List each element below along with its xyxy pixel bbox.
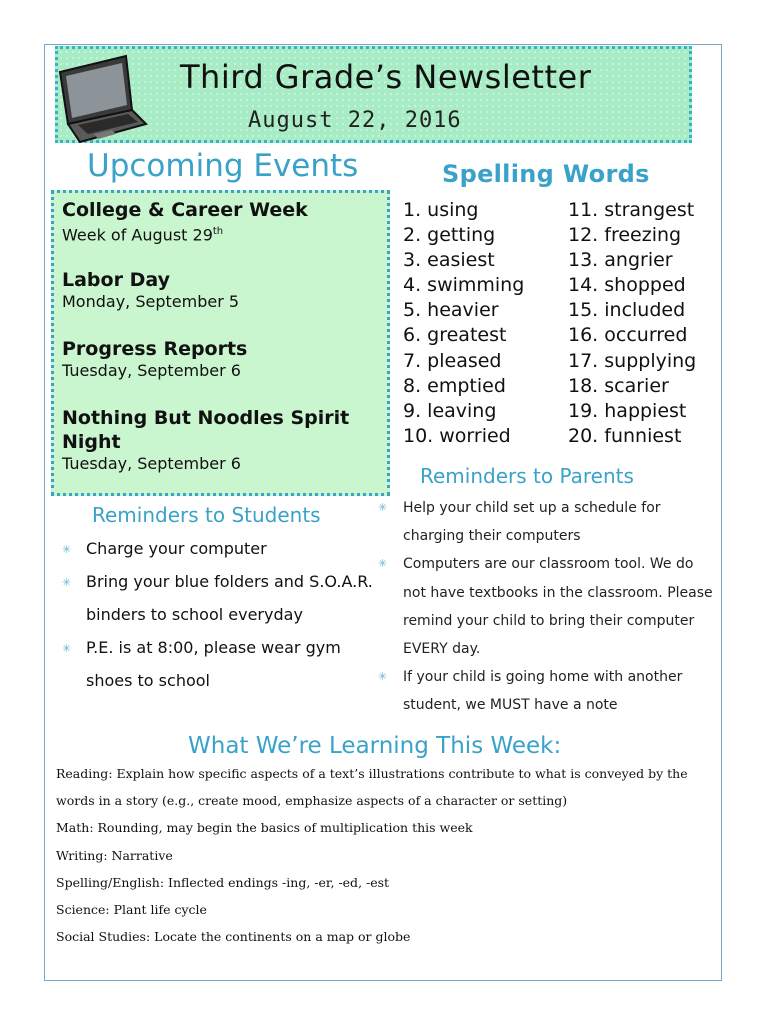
spelling-word: 15. included	[568, 299, 686, 322]
list-item: ✳ P.E. is at 8:00, please wear gym shoes to school	[62, 631, 382, 697]
spelling-word: 9. leaving	[403, 399, 497, 422]
event-item	[62, 198, 308, 245]
learning-item: Writing: Narrative	[56, 847, 173, 863]
newsletter-date: August 22, 2016	[248, 108, 462, 133]
bullet-icon: ✳	[378, 557, 388, 571]
learning-item: Social Studies: Locate the continents on a map or globe	[56, 929, 411, 945]
list-item: ✳ Help your child set up a schedule for charging their computers	[378, 494, 718, 550]
list-item: ✳ Computers are our classroom tool. We do not have textbooks in the classroom. Please remind your child to bring their computer EVERY day.	[378, 550, 718, 663]
event-date: Week of August 29th	[62, 225, 224, 245]
learning-item: Science: Plant life cycle	[56, 902, 207, 918]
newsletter-title: Third Grade’s Newsletter	[180, 58, 592, 96]
spelling-word: 6. greatest	[403, 324, 507, 347]
event-item	[62, 406, 382, 474]
spelling-word: 2. getting	[403, 224, 496, 247]
list-item: ✳ If your child is going home with another student, we MUST have a note	[378, 663, 718, 719]
event-item	[62, 268, 239, 312]
spelling-word: 20. funniest	[568, 424, 682, 447]
learning-heading: What We’re Learning This Week:	[188, 733, 562, 759]
spelling-word: 14. shopped	[568, 274, 686, 297]
event-date: Monday, September 5	[62, 292, 240, 311]
bullet-icon: ✳	[378, 670, 388, 684]
spelling-word: 4. swimming	[403, 274, 525, 297]
spelling-word: 12. freezing	[568, 224, 682, 247]
bullet-icon: ✳	[62, 576, 72, 589]
reminders-parents-list	[378, 494, 718, 720]
spelling-list-left	[403, 198, 524, 449]
reminders-students-list	[62, 532, 382, 697]
reminders-parents-heading: Reminders to Parents	[420, 464, 634, 488]
laptop-icon	[52, 50, 148, 146]
spelling-word: 8. emptied	[403, 374, 506, 397]
event-date: Tuesday, September 6	[62, 454, 241, 473]
spelling-word: 5. heavier	[403, 299, 499, 322]
list-item: ✳ Bring your blue folders and S.O.A.R. binders to school everyday	[62, 565, 382, 631]
spelling-word: 11. strangest	[568, 199, 695, 221]
list-item: ✳ Charge your computer	[62, 532, 382, 565]
event-title: College & Career Week	[62, 199, 308, 221]
reminders-students-heading: Reminders to Students	[92, 503, 321, 527]
spelling-word: 13. angrier	[568, 249, 673, 272]
learning-item: Reading: Explain how specific aspects of a text’s illustrations contribute to what is conveyed by the words in a story (e.g., create mood, emphasize aspects of a character or setting)	[56, 766, 688, 809]
spelling-word: 17. supplying	[568, 349, 697, 372]
learning-list	[56, 760, 718, 950]
spelling-word: 18. scarier	[568, 374, 669, 397]
events-heading: Upcoming Events	[87, 148, 359, 184]
event-title: Progress Reports	[62, 338, 248, 360]
spelling-list-right	[568, 198, 696, 449]
spelling-heading: Spelling Words	[442, 160, 650, 188]
event-item	[62, 337, 247, 381]
spelling-word: 7. pleased	[403, 349, 502, 372]
event-date: Tuesday, September 6	[62, 361, 241, 380]
learning-item: Math: Rounding, may begin the basics of multiplication this week	[56, 820, 473, 836]
event-title: Labor Day	[62, 269, 170, 291]
bullet-icon: ✳	[62, 642, 72, 655]
event-title: Nothing But Noodles Spirit Night	[62, 407, 350, 453]
spelling-word: 16. occurred	[568, 324, 688, 347]
spelling-word: 10. worried	[403, 424, 511, 447]
learning-item: Spelling/English: Inflected endings -ing, -er, -ed, -est	[56, 874, 390, 890]
spelling-word: 19. happiest	[568, 399, 687, 422]
spelling-word: 3. easiest	[403, 249, 495, 272]
spelling-word: 1. using	[403, 199, 479, 221]
bullet-icon: ✳	[62, 543, 72, 556]
bullet-icon: ✳	[378, 501, 388, 514]
